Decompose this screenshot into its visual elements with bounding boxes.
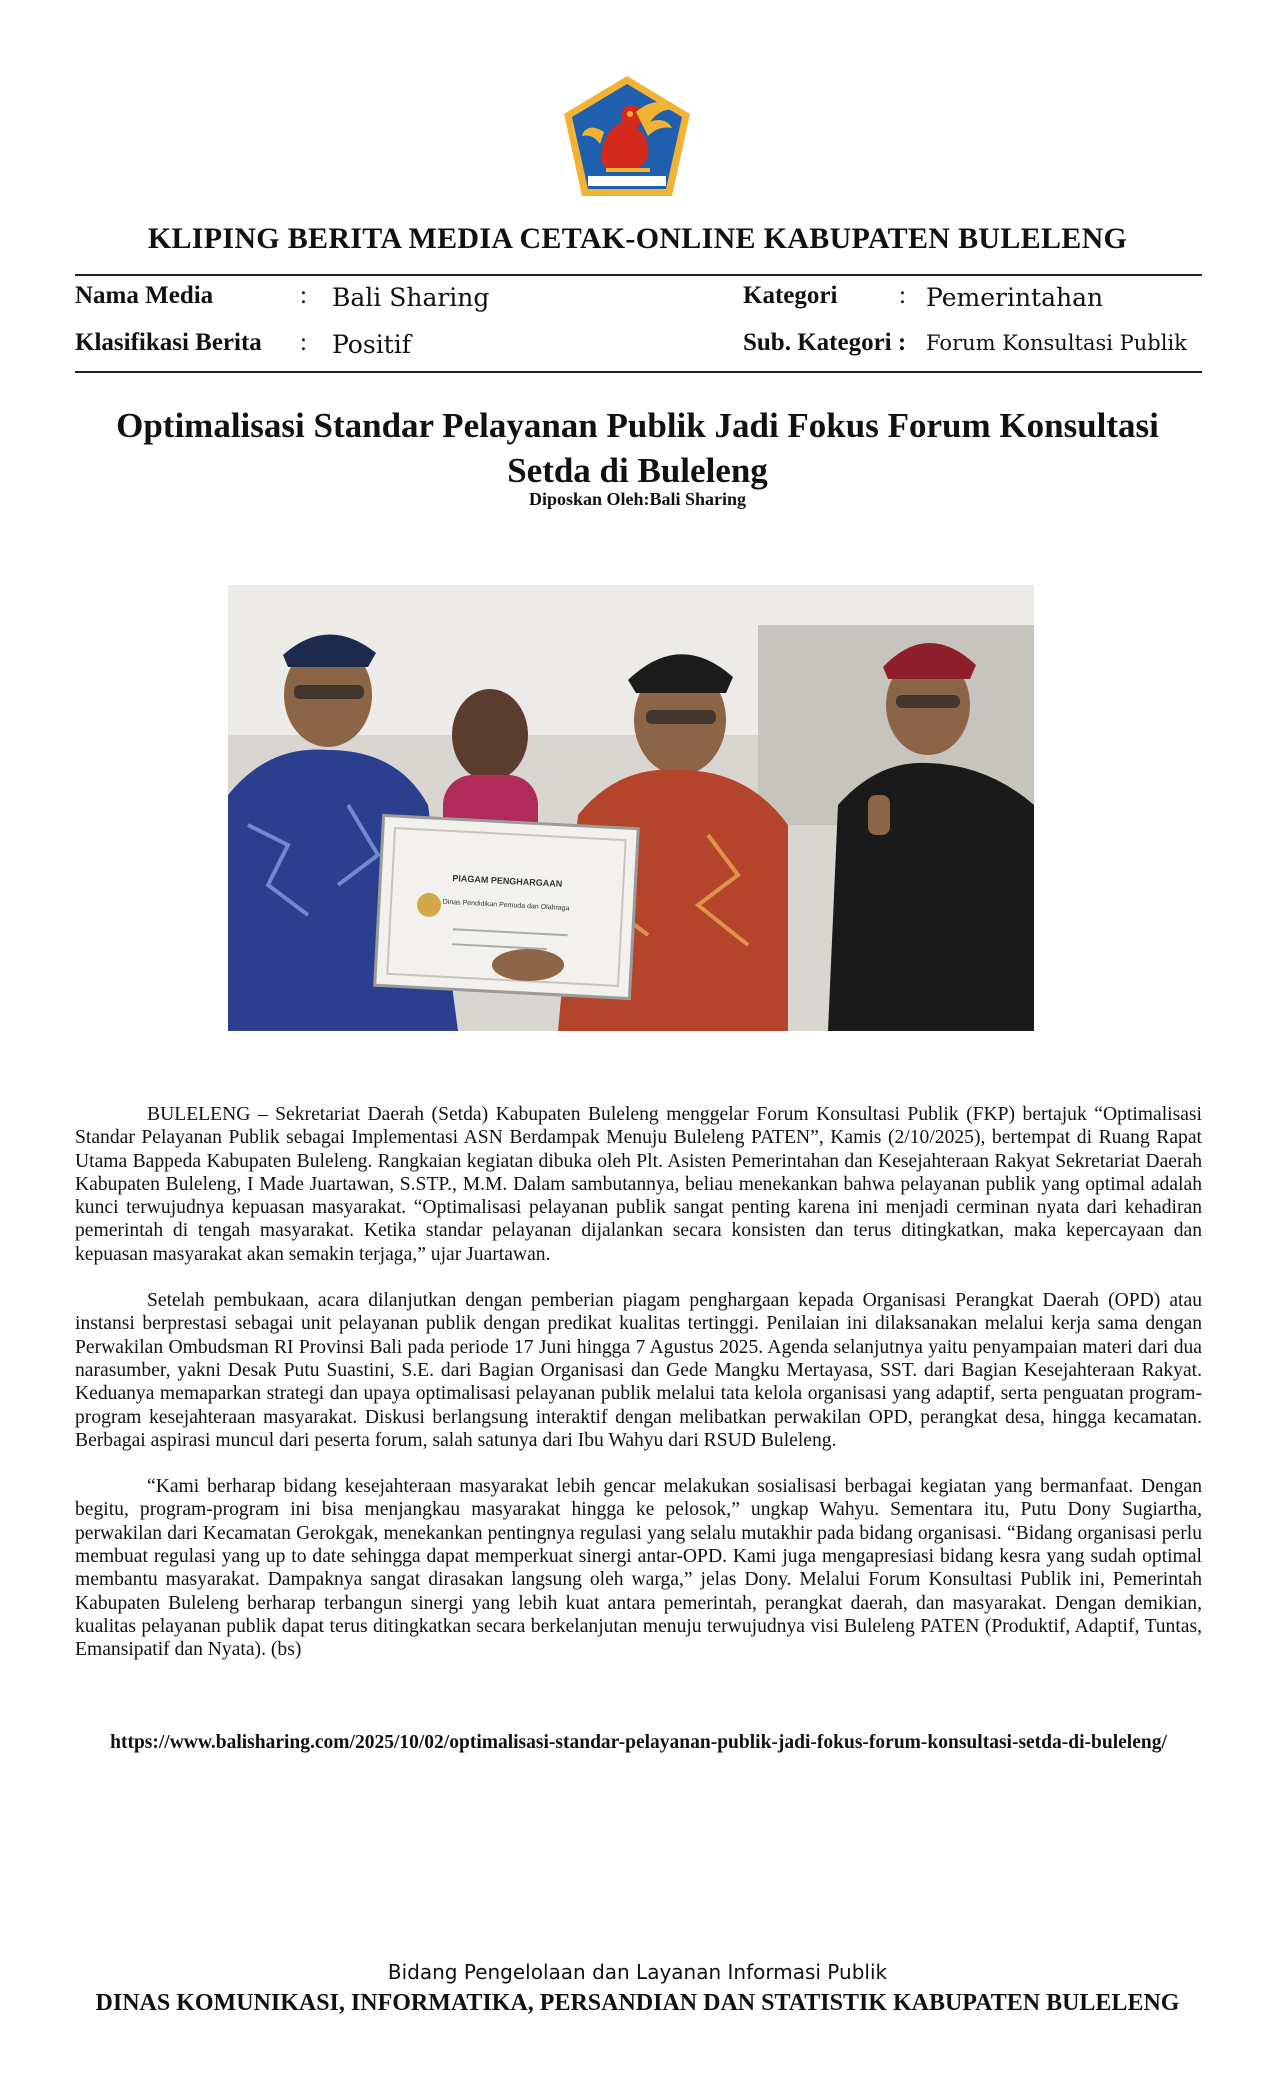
article-headline: Optimalisasi Standar Pelayanan Publik Jadi Fokus Forum Konsultasi Setda di Buleleng — [116, 406, 1159, 490]
klasifikasi-berita-colon: : — [300, 329, 307, 356]
kategori-value: Pemerintahan — [926, 283, 1104, 312]
nama-media-value: Bali Sharing — [332, 283, 490, 312]
regency-emblem-logo — [560, 72, 695, 202]
certificate-recipient: Dinas Pendidikan Pemuda dan Olahraga — [442, 898, 570, 913]
article-paragraph-3: “Kami berharap bidang kesejahteraan masyarakat lebih gencar melakukan sosialisasi berbagai kegiatan yang bermanfaat. Dengan begitu, program-program ini bisa menjangkau masyarakat hingga ke pelosok,” ungkap Wahyu. Sementara itu, Putu Dony Sugiartha, perwakilan dari Kecamatan Gerokgak, menekankan pentingnya regulasi yang selalu mutakhir pada bidang organisasi. “Bidang organisasi perlu membuat regulasi yang up to date sehingga dapat memperkuat sinergi antar-OPD. Kami juga mengapresiasi bidang kesra yang sudah optimal membantu masyarakat. Dampaknya sangat dirasakan langsung oleh warga,” jelas Dony. Melalui Forum Konsultasi Publik ini, Pemerintah Kabupaten Buleleng berharap terbangun sinergi yang lebih kuat antara pemerintah, perangkat daerah, dan masyarakat. Dengan demikian, kualitas pelayanan publik dapat terus ditingkatkan secara berkelanjutan menuju terwujudnya visi Buleleng PATEN (Produktif, Adaptif, Tuntas, Emansipatif dan Nyata). (bs) — [75, 1476, 1202, 1661]
article-paragraph-2: Setelah pembukaan, acara dilanjutkan dengan pemberian piagam penghargaan kepada Organisasi Perangkat Daerah (OPD) atau instansi berprestasi sebagai unit pelayanan publik dengan predikat kualitas tertinggi. Penilaian ini dilaksanakan melalui kerja sama dengan Perwakilan Ombudsman RI Provinsi Bali pada periode 17 Juni hingga 7 Agustus 2025. Agenda selanjutnya yaitu penyampaian materi dari dua narasumber, yakni Desak Putu Suastini, S.E. dari Bagian Organisasi dan Gede Mangku Mertayasa, SST. dari Bagian Kesejahteraan Rakyat. Keduanya memaparkan strategi dan upaya optimalisasi pelayanan publik melalui tata kelola organisasi yang adaptif, serta penguatan program-program kesejahteraan masyarakat. Diskusi berlangsung interaktif dengan melibatkan perwakilan OPD, perangkat desa, hingga kecamatan. Berbagai aspirasi muncul dari peserta forum, salah satunya dari Ibu Wahyu dari RSUD Buleleng. — [75, 1290, 1202, 1451]
footer-agency: DINAS KOMUNIKASI, INFORMATIKA, PERSANDIAN DAN STATISTIK KABUPATEN BULELENG — [95, 1990, 1180, 2016]
klasifikasi-berita-value: Positif — [332, 330, 411, 359]
article-photo — [228, 585, 1034, 1031]
kategori-label: Kategori — [743, 282, 838, 309]
sub-kategori-value: Forum Konsultasi Publik — [926, 331, 1187, 355]
klasifikasi-berita-label: Klasifikasi Berita — [75, 329, 262, 356]
singa-ambara-raja-emblem-icon — [560, 72, 695, 202]
nama-media-colon: : — [300, 282, 307, 309]
article-body — [75, 1103, 1202, 1685]
header-divider-bottom — [75, 371, 1202, 373]
article-byline: Diposkan Oleh:Bali Sharing — [528, 489, 747, 509]
sub-kategori-label: Sub. Kategori : — [743, 329, 907, 356]
article-paragraph-1: BULELENG – Sekretariat Daerah (Setda) Kabupaten Buleleng menggelar Forum Konsultasi Publik (FKP) bertajuk “Optimalisasi Standar Pelayanan Publik sebagai Implementasi ASN Berdampak Menuju Buleleng PATEN”, Kamis (2/10/2025), bertempat di Ruang Rapat Utama Bappeda Kabupaten Buleleng. Rangkaian kegiatan dibuka oleh Plt. Asisten Pemerintahan dan Kesejahteraan Rakyat Sekretariat Daerah Kabupaten Buleleng, I Made Juartawan, S.STP., M.M. Dalam sambutannya, beliau menekankan bahwa pelayanan publik yang optimal adalah kunci terwujudnya kepuasan masyarakat. “Optimalisasi pelayanan publik sangat penting karena ini menjadi cerminan nyata dari kehadiran pemerintah di tengah masyarakat. Ketika standar pelayanan dijalankan secara konsisten dan terus ditingkatkan, maka kepercayaan dan kepuasan masyarakat akan semakin terjaga,” ujar Juartawan. — [75, 1104, 1202, 1265]
header-divider-top — [75, 274, 1202, 276]
kategori-colon: : — [899, 282, 906, 309]
footer-division: Bidang Pengelolaan dan Layanan Informasi Publik — [387, 1960, 888, 1984]
source-url-link[interactable]: https://www.balisharing.com/2025/10/02/optimalisasi-standar-pelayanan-publik-jadi-fokus-forum-konsultasi-setda-di-buleleng/ — [110, 1732, 1167, 1753]
certificate-title: PIAGAM PENGHARGAAN — [452, 873, 563, 889]
nama-media-label: Nama Media — [75, 282, 214, 309]
clipping-title: KLIPING BERITA MEDIA CETAK-ONLINE KABUPATEN BULELENG — [147, 222, 1128, 255]
